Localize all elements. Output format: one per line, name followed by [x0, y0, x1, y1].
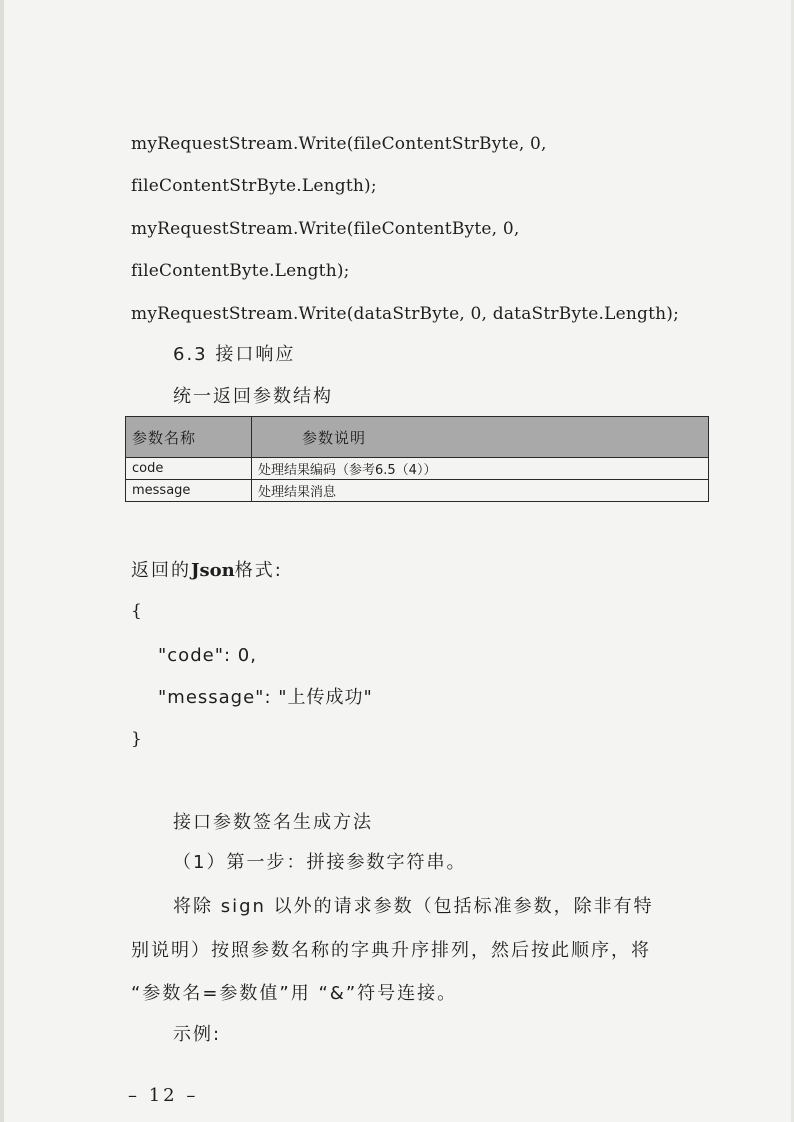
json-code-line: "code": 0, [158, 645, 257, 666]
table-cell-param-description: 处理结果消息 [252, 480, 709, 502]
table-cell-param-name: code [126, 458, 252, 480]
param-table [125, 416, 709, 502]
section-heading: 6.3 接口响应 [173, 344, 296, 365]
json-intro [131, 560, 283, 582]
json-intro-bold: Json [191, 560, 235, 581]
paragraph-line-1: 将除 sign 以外的请求参数（包括标准参数，除非有特 [173, 896, 654, 917]
table-header-row [126, 417, 709, 458]
paragraph-line-2: 别说明）按照参数名称的字典升序排列，然后按此顺序，将 [131, 940, 651, 961]
page-scan-edge-left [0, 0, 4, 1122]
code-line-1: myRequestStream.Write(fileContentStrByte, 0, [131, 134, 547, 154]
code-line-2: fileContentStrByte.Length); [131, 176, 377, 196]
table-row [126, 480, 709, 502]
code-line-5: myRequestStream.Write(dataStrByte, 0, dataStrByte.Length); [131, 304, 680, 324]
table-cell-param-description: 处理结果编码（参考6.5（4）） [252, 458, 709, 480]
table-cell-param-name: message [126, 480, 252, 502]
signature-heading: 接口参数签名生成方法 [173, 812, 373, 833]
json-close-brace: } [131, 729, 143, 749]
json-intro-prefix: 返回的 [131, 560, 191, 581]
table-caption: 统一返回参数结构 [173, 386, 333, 407]
page-number: – 12 – [128, 1085, 199, 1106]
code-line-4: fileContentByte.Length); [131, 261, 350, 281]
json-message-line: "message": "上传成功" [158, 687, 373, 708]
paragraph-line-3: “参数名=参数值”用 “&”符号连接。 [131, 983, 458, 1004]
example-label: 示例: [173, 1024, 222, 1045]
json-intro-suffix: 格式: [234, 560, 283, 581]
step-one: （1）第一步：拼接参数字符串。 [173, 852, 467, 873]
table-header-description: 参数说明 [252, 417, 709, 458]
table-row [126, 458, 709, 480]
table-header-name: 参数名称 [126, 417, 252, 458]
json-open-brace: { [131, 601, 143, 621]
code-line-3: myRequestStream.Write(fileContentByte, 0, [131, 219, 520, 239]
